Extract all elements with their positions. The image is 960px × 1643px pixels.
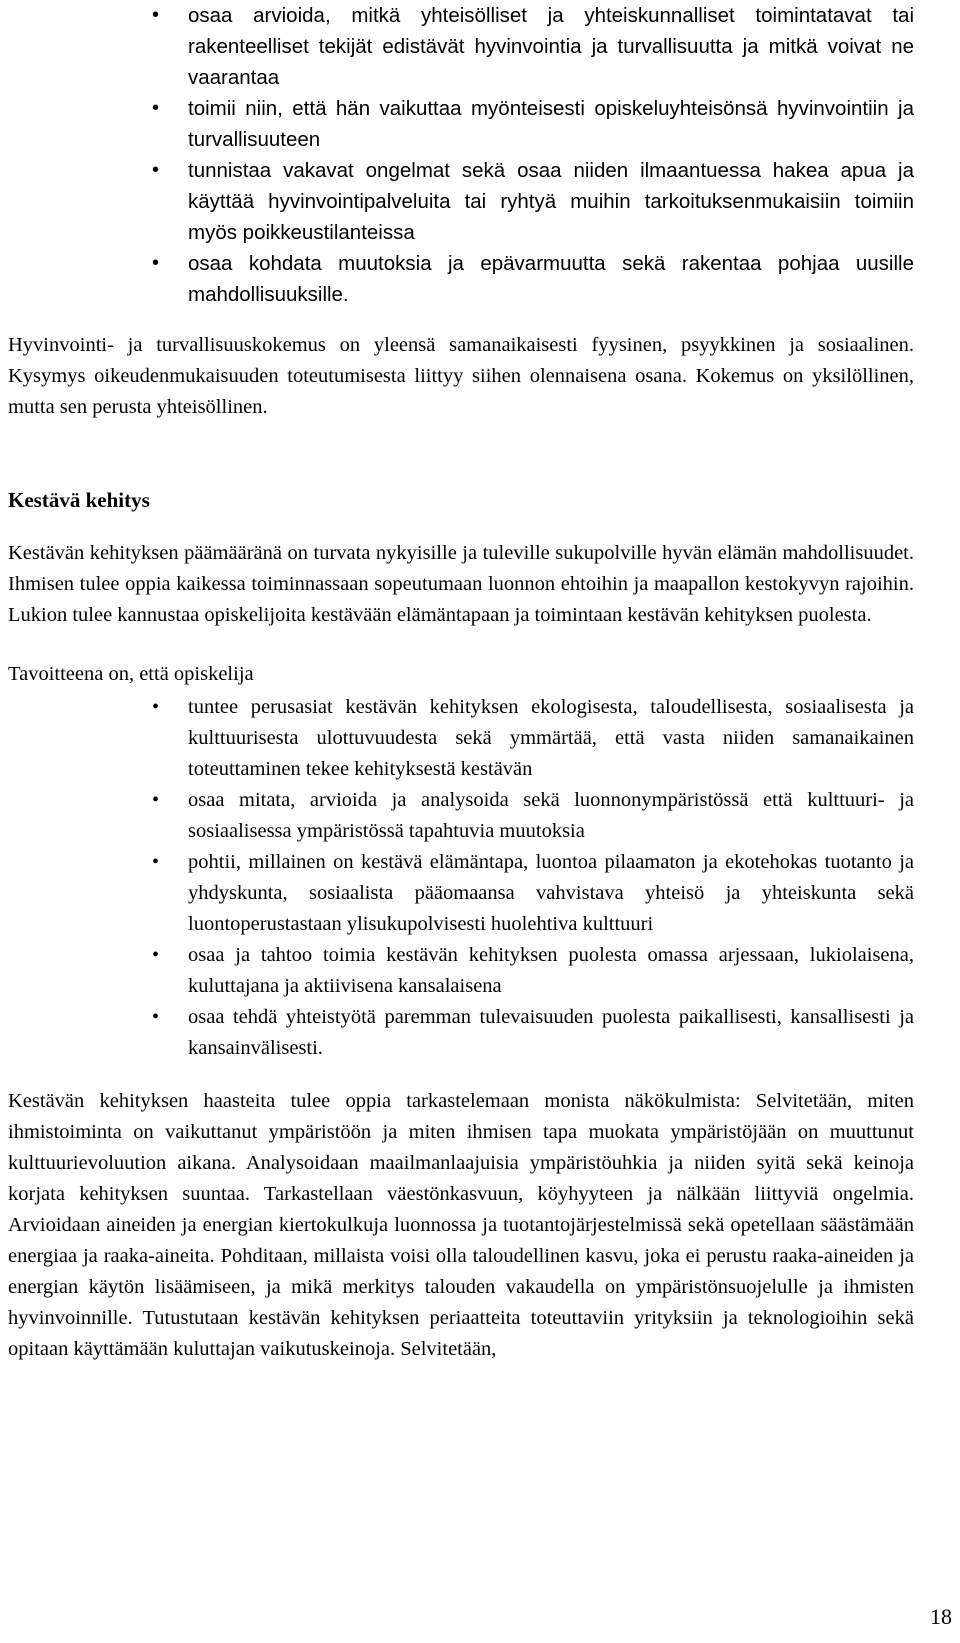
list-item (8, 0, 914, 93)
wellbeing-goals-list (8, 0, 914, 310)
list-item-text: tunnistaa vakavat ongelmat sekä osaa niiden ilmaantuessa hakea apua ja käyttää hyvinvointipalveluita tai ryhtyä muihin tarkoituksenmukaisiin toimiin myös poikkeustilanteissa (188, 159, 914, 244)
list-item-text: tuntee perusasiat kestävän kehityksen ekologisesta, taloudellisesta, sosiaalisesta ja kulttuurisesta ulottuvuudesta sekä ymmärtää, että vasta niiden samanaikainen toteuttaminen tekee kehityksestä kestävän (188, 696, 914, 780)
list-item (8, 248, 914, 310)
section-heading: Kestävä kehitys (8, 488, 150, 512)
paragraph: Kestävän kehityksen haasteita tulee oppia tarkastelemaan monista näkökulmista: Selvitetään, miten ihmistoiminta on vaikuttanut ympäristöön ja miten ihmisen tapa muokata ympäristöjään on muuttunut kulttuurievoluution aikana. Analysoidaan maailmanlaajuisia ympäristöuhkia ja niiden syitä sekä keinoja korjata kehityksen suuntaa. Tarkastellaan väestönkasvuun, köyhyyteen ja nälkään liittyviä ongelmia. Arvioidaan aineiden ja energian kiertokulkuja luonnossa ja tuotantojärjestelmissä sekä opetellaan säästämään energiaa ja raaka-aineita. Pohditaan, millaista voisi olla taloudellinen kasvu, joka ei perustu raaka-aineiden ja energian käytön lisäämiseen, ja mikä merkitys talouden vakaudella on ympäristönsuojelulle ja ihmisten hyvinvoinnille. Tutustutaan kestävän kehityksen periaatteita toteuttaviin yrityksiin ja teknologioihin sekä opitaan käyttämään kuluttajan vaikutuskeinoja. Selvitetään, (8, 1090, 914, 1360)
paragraph: Tavoitteena on, että opiskelija (8, 663, 254, 685)
bullet-icon: • (152, 696, 160, 718)
list-item-text: osaa kohdata muutoksia ja epävarmuutta sekä rakentaa pohjaa uusille mahdollisuuksille. (188, 252, 914, 306)
list-item (8, 940, 914, 1002)
list-item (8, 93, 914, 155)
bullet-icon: • (152, 1006, 160, 1028)
list-item (8, 785, 914, 847)
list-item-text: pohtii, millainen on kestävä elämäntapa, luontoa pilaamaton ja ekotehokas tuotanto ja yhdyskunta, sosiaalista pääomaansa vahvistava yhteisö ja yhteiskunta sekä luontoperustastaan ylisukupolvisesti huolehtiva kulttuuri (188, 851, 914, 935)
page-number: 18 (930, 1604, 952, 1629)
bullet-icon: • (152, 851, 160, 873)
paragraph: Kestävän kehityksen päämääränä on turvata nykyisille ja tuleville sukupolville hyvän elämän mahdollisuudet. Ihmisen tulee oppia kaikessa toiminnassaan sopeutumaan luonnon ehtoihin ja maapallon kestokyvyn rajoihin. Lukion tulee kannustaa opiskelijoita kestävään elämäntapaan ja toimintaan kestävän kehityksen puolesta. (8, 542, 914, 626)
bullet-icon: • (152, 944, 160, 966)
list-item (8, 847, 914, 940)
document-page (8, 0, 914, 1365)
bullet-icon: • (152, 4, 160, 26)
paragraph: Hyvinvointi- ja turvallisuuskokemus on yleensä samanaikaisesti fyysinen, psyykkinen ja sosiaalinen. Kysymys oikeudenmukaisuuden toteutumisesta liittyy siihen olennaisena osana. Kokemus on yksilöllinen, mutta sen perusta yhteisöllinen. (8, 334, 914, 418)
sustainability-goals-list (8, 692, 914, 1064)
bullet-icon: • (152, 159, 160, 181)
bullet-icon: • (152, 252, 160, 274)
list-item (8, 155, 914, 248)
list-item (8, 692, 914, 785)
list-item-text: toimii niin, että hän vaikuttaa myönteisesti opiskeluyhteisönsä hyvinvointiin ja turvallisuuteen (188, 97, 914, 151)
list-item-text: osaa mitata, arvioida ja analysoida sekä luonnonympäristössä että kulttuuri- ja sosiaalisessa ympäristössä tapahtuvia muutoksia (188, 789, 914, 842)
list-item (8, 1002, 914, 1064)
list-item-text: osaa tehdä yhteistyötä paremman tulevaisuuden puolesta paikallisesti, kansallisesti ja kansainvälisesti. (188, 1006, 914, 1059)
list-item-text: osaa arvioida, mitkä yhteisölliset ja yhteiskunnalliset toimintatavat tai rakenteelliset tekijät edistävät hyvinvointia ja turvallisuutta ja mitkä voivat ne vaarantaa (188, 4, 914, 89)
bullet-icon: • (152, 789, 160, 811)
list-item-text: osaa ja tahtoo toimia kestävän kehityksen puolesta omassa arjessaan, lukiolaisena, kuluttajana ja aktiivisena kansalaisena (188, 944, 914, 997)
bullet-icon: • (152, 97, 160, 119)
